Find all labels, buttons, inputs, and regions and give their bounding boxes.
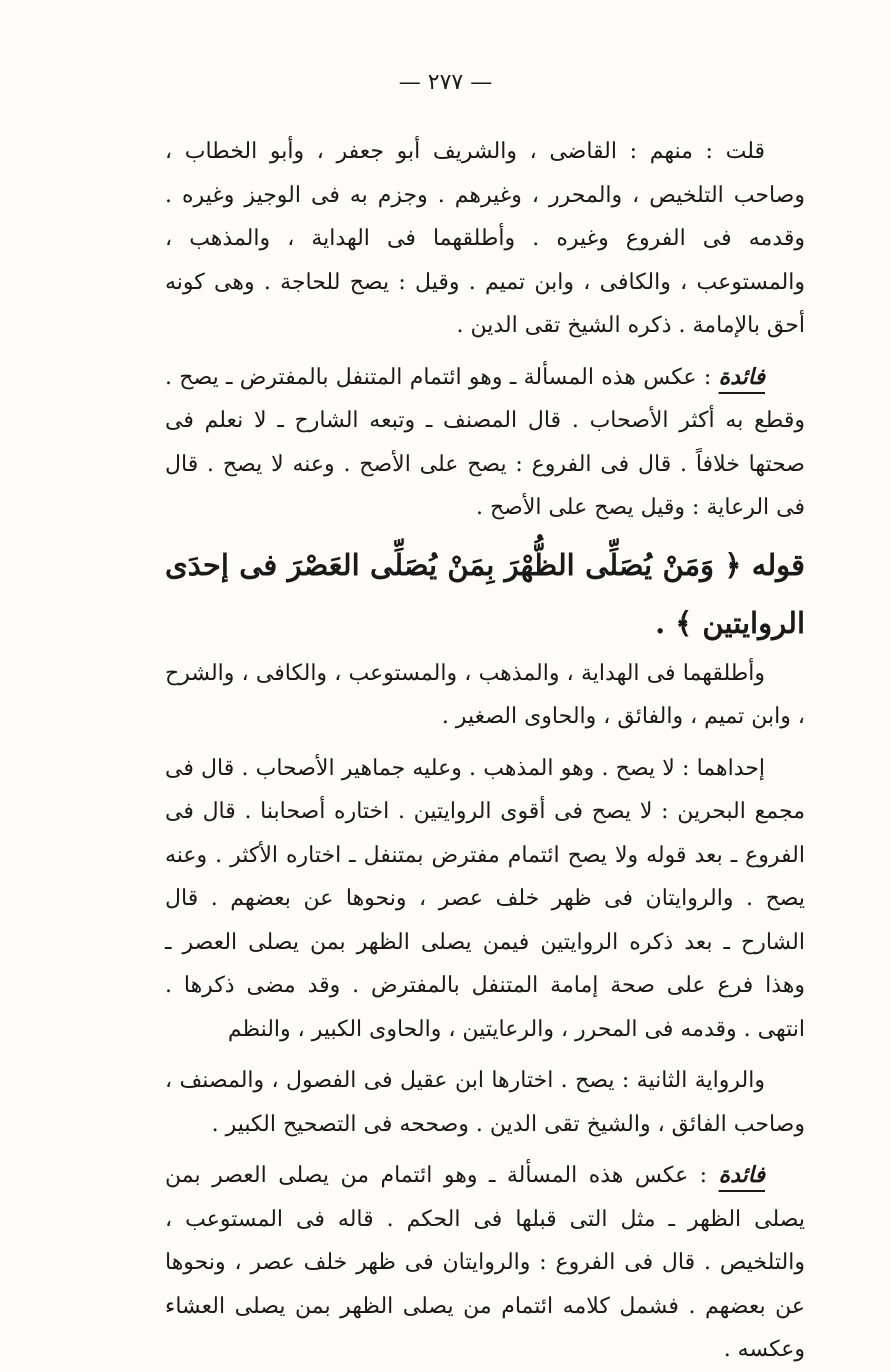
page-body xyxy=(165,130,805,1372)
paragraph-5: والرواية الثانية : يصح . اختارها ابن عقيل فى الفصول ، والمصنف ، وصاحب الفائق ، والشيخ تقى الدين . وصححه فى التصحيح الكبير . xyxy=(165,1068,805,1137)
paragraph-4: إحداهما : لا يصح . وهو المذهب . وعليه جماهير الأصحاب . قال فى مجمع البحرين : لا يصح فى أقوى الروايتين . اختاره أصحابنا . قال فى الفروع ـ بعد قوله ولا يصح ائتمام مفترض بمتنفل ـ اختاره الأكثر . وعنه يصح . والروايتان فى ظهر خلف عصر ، ونحوها عن بعضهم . قال الشارح ـ بعد ذكره الروايتين فيمن يصلى الظهر بمن يصلى العصر ـ وهذا فرع على صحة إمامة المتنفل بالمفترض . وقد مضى ذكرها . انتهى . وقدمه فى المحرر ، والرعايتين ، والحاوى الكبير ، والنظم xyxy=(165,755,805,1042)
paragraph-2-fawaid xyxy=(165,356,805,530)
fawaid-label: فائدة xyxy=(718,363,765,390)
paragraph-1: قلت : منهم : القاضى ، والشريف أبو جعفر ، وأبو الخطاب ، وصاحب التلخيص ، والمحرر ، وغيرهم . وجزم به فى الوجيز وغيره . وقدمه فى الفروع وغيره . وأطلقهما فى الهداية ، والمذهب ، والمستوعب ، والكافى ، وابن تميم . وقيل : يصح للحاجة . وهى كونه أحق بالإمامة . ذكره الشيخ تقى الدين . xyxy=(165,139,805,338)
page-number: — ٢٧٧ — xyxy=(398,70,493,95)
paragraph-6-fawaid xyxy=(165,1154,805,1372)
fawaid-label: فائدة xyxy=(718,1162,765,1188)
paragraph-3: وأطلقهما فى الهداية ، والمذهب ، والمستوعب ، والكافى ، والشرح ، وابن تميم ، والفائق ، والحاوى الصغير . xyxy=(165,660,805,729)
section-heading: قوله ﴿ وَمَنْ يُصَلِّى الظُّهْرَ بِمَنْ يُصَلِّى العَصْرَ فى إحدَى الروايتين ﴾ . xyxy=(165,547,805,640)
paragraph-2-text: : عكس هذه المسألة ـ وهو ائتمام المتنفل بالمفترض ـ يصح . وقطع به أكثر الأصحاب . قال المصنف ـ وتبعه الشارح ـ لا نعلم فى صحتها خلافاً . قال فى الفروع : يصح على الأصح . وعنه لا يصح . قال فى الرعاية : وقيل يصح على الأصح . xyxy=(165,364,805,520)
paragraph-6-text: : عكس هذه المسألة ـ وهو ائتمام من يصلى العصر بمن يصلى الظهر ـ مثل التى قبلها فى الحكم . قاله فى المستوعب ، والتلخيص . قال فى الفروع : والروايتان فى ظهر خلف عصر ، ونحوها عن بعضهم . فشمل كلامه ائتمام من يصلى الظهر بمن يصلى العشاء وعكسه . xyxy=(165,1163,805,1362)
